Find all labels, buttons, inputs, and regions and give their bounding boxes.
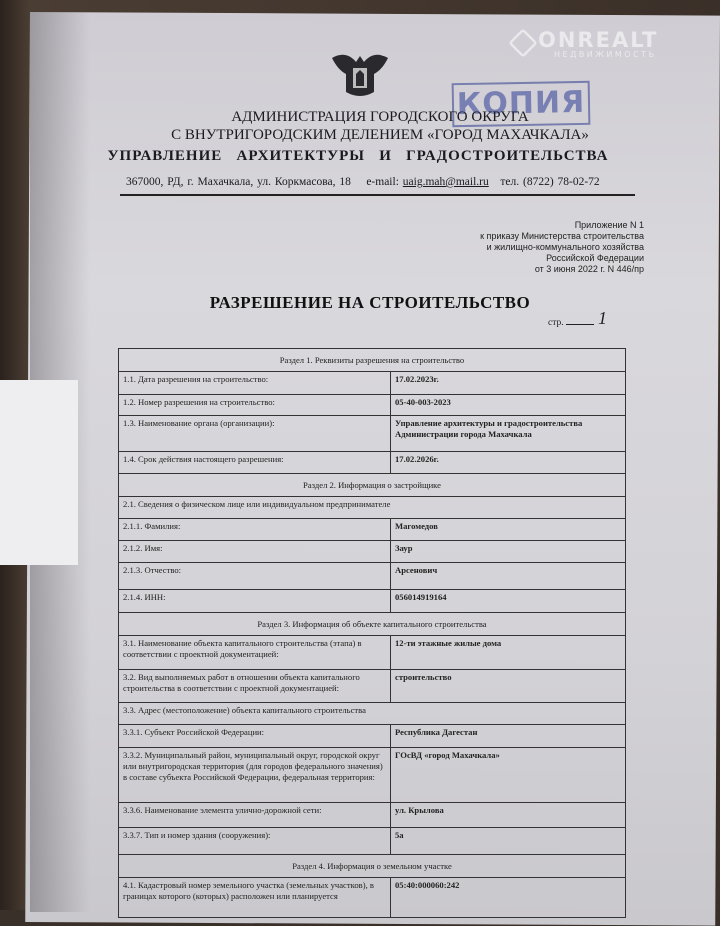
watermark-logo-icon bbox=[508, 28, 537, 57]
row-value: 05:40:000060:242 bbox=[391, 878, 626, 918]
copy-stamp: КОПИЯ bbox=[452, 81, 591, 127]
row-value: ГОсВД «город Махачкала» bbox=[391, 748, 626, 803]
table-row bbox=[119, 670, 626, 703]
section-header-row bbox=[119, 474, 626, 497]
table-row bbox=[119, 703, 626, 725]
table-row bbox=[119, 878, 626, 918]
paper-tab bbox=[0, 380, 78, 565]
row-value: 5а bbox=[391, 828, 626, 855]
row-label: 2.1.2. Имя: bbox=[119, 541, 391, 563]
row-label: 3.3.6. Наименование элемента улично-дорожной сети: bbox=[119, 803, 391, 828]
row-value: Заур bbox=[391, 541, 626, 563]
table-row bbox=[119, 563, 626, 590]
watermark bbox=[510, 28, 658, 59]
row-label: 3.2. Вид выполняемых работ в отношении объекта капитального строительства в соответствии с проектной документацией: bbox=[119, 670, 391, 703]
appendix-line: от 3 июня 2022 г. N 446/пр bbox=[534, 264, 644, 274]
section-title: Раздел 2. Информация о застройщике bbox=[119, 474, 626, 497]
page-number-value: 1 bbox=[598, 308, 607, 328]
row-value: Управление архитектуры и градостроительства Администрации города Махачкала bbox=[391, 416, 626, 452]
row-value: Арсенович bbox=[391, 563, 626, 590]
table-row bbox=[119, 748, 626, 803]
table-row bbox=[119, 452, 626, 474]
appendix-note bbox=[480, 220, 644, 275]
table-row bbox=[119, 828, 626, 855]
contact-line bbox=[126, 176, 600, 188]
section-title: Раздел 1. Реквизиты разрешения на строительство bbox=[119, 349, 626, 372]
watermark-sub: НЕДВИЖИМОСТЬ bbox=[554, 50, 657, 59]
org-name bbox=[20, 108, 720, 144]
table-row bbox=[119, 416, 626, 452]
section-title: Раздел 3. Информация об объекте капитального строительства bbox=[119, 613, 626, 636]
appendix-line: и жилищно-коммунального хозяйства bbox=[486, 242, 644, 252]
section-title: Раздел 4. Информация о земельном участке bbox=[119, 855, 626, 878]
row-value: 056014919164 bbox=[391, 590, 626, 613]
phone: тел. (8722) 78-02-72 bbox=[500, 176, 600, 188]
address: 367000, РД, г. Махачкала, ул. Коркмасова, 18 bbox=[126, 176, 351, 188]
row-label: 2.1.3. Отчество: bbox=[119, 563, 391, 590]
row-value: строительство bbox=[391, 670, 626, 703]
row-label: 3.3.7. Тип и номер здания (сооружения): bbox=[119, 828, 391, 855]
page-number bbox=[548, 308, 607, 328]
table-row bbox=[119, 803, 626, 828]
table-row bbox=[119, 636, 626, 670]
section-header-row bbox=[119, 855, 626, 878]
document-title: РАЗРЕШЕНИЕ НА СТРОИТЕЛЬСТВО bbox=[209, 293, 531, 312]
email-link: uaig.mah@mail.ru bbox=[402, 176, 489, 188]
row-label: 3.3.2. Муниципальный район, муниципальный округ, городской округ или внутригородская территория (для городов федерального значения) в составе субъекта Российской Федерации, федеральная территория: bbox=[119, 748, 391, 803]
section-header-row bbox=[119, 613, 626, 636]
section-header-row bbox=[119, 349, 626, 372]
email-label: e-mail: bbox=[366, 176, 399, 188]
row-value: ул. Крылова bbox=[391, 803, 626, 828]
table-row bbox=[119, 590, 626, 613]
table-row bbox=[119, 372, 626, 395]
row-label: 1.2. Номер разрешения на строительство: bbox=[119, 395, 391, 416]
row-label: 1.1. Дата разрешения на строительство: bbox=[119, 372, 391, 395]
table-row bbox=[119, 497, 626, 519]
watermark-brand: ONREALT bbox=[538, 28, 659, 52]
row-label: 1.4. Срок действия настоящего разрешения: bbox=[119, 452, 391, 474]
table-row bbox=[119, 541, 626, 563]
row-label: 3.3.1. Субъект Российской Федерации: bbox=[119, 725, 391, 748]
row-value: 17.02.2023г. bbox=[391, 372, 626, 395]
appendix-line: Приложение N 1 bbox=[574, 220, 644, 230]
table-row bbox=[119, 725, 626, 748]
page-label: стр. bbox=[548, 318, 564, 328]
permit-table bbox=[118, 348, 626, 918]
table-row bbox=[119, 519, 626, 541]
header-divider bbox=[120, 194, 635, 196]
row-label: 3.1. Наименование объекта капитального строительства (этапа) в соответствии с проектной документацией: bbox=[119, 636, 391, 670]
row-label: 3.3. Адрес (местоположение) объекта капитального строительства bbox=[119, 703, 626, 725]
row-value: Республика Дагестан bbox=[391, 725, 626, 748]
row-value: 12-ти этажные жилые дома bbox=[391, 636, 626, 670]
row-label: 2.1. Сведения о физическом лице или индивидуальном предпринимателе bbox=[119, 497, 626, 519]
row-value: 05-40-003-2023 bbox=[391, 395, 626, 416]
org-line-2: С ВНУТРИГОРОДСКИМ ДЕЛЕНИЕМ «ГОРОД МАХАЧКАЛА» bbox=[171, 127, 589, 143]
coat-of-arms-icon bbox=[326, 48, 394, 100]
row-value: Магомедов bbox=[391, 519, 626, 541]
appendix-line: Российской Федерации bbox=[546, 253, 644, 263]
table-row bbox=[119, 395, 626, 416]
appendix-line: к приказу Министерства строительства bbox=[480, 231, 644, 241]
row-value: 17.02.2026г. bbox=[391, 452, 626, 474]
department-name: УПРАВЛЕНИЕ АРХИТЕКТУРЫ И ГРАДОСТРОИТЕЛЬСТВА bbox=[107, 148, 609, 164]
org-line-1: АДМИНИСТРАЦИЯ ГОРОДСКОГО ОКРУГА bbox=[231, 109, 529, 125]
row-label: 2.1.1. Фамилия: bbox=[119, 519, 391, 541]
row-label: 4.1. Кадастровый номер земельного участка (земельных участков), в границах которого (которых) расположен или планируется bbox=[119, 878, 391, 918]
row-label: 2.1.4. ИНН: bbox=[119, 590, 391, 613]
row-label: 1.3. Наименование органа (организации): bbox=[119, 416, 391, 452]
